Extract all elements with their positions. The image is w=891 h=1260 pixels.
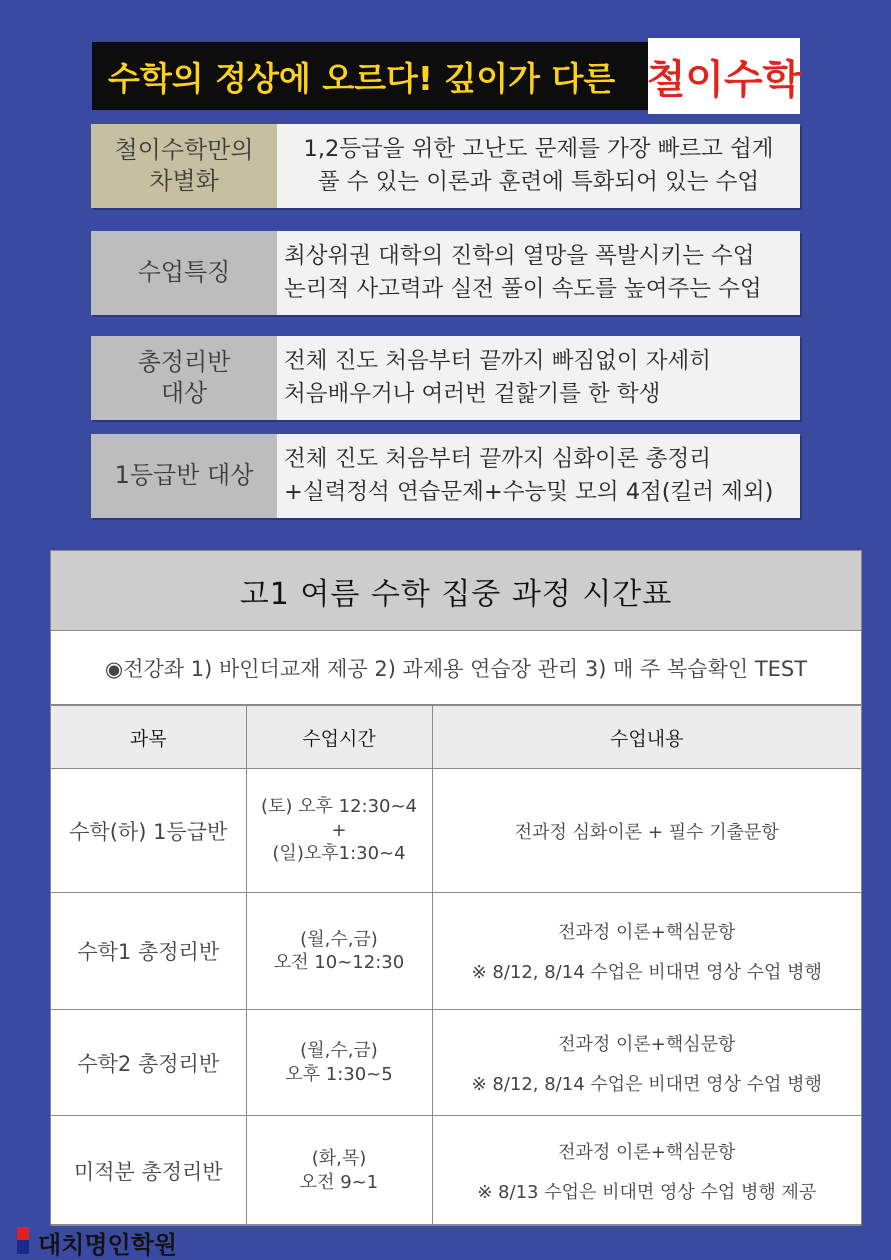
time-cell <box>246 893 432 1010</box>
time-cell <box>246 1010 432 1116</box>
info-row-features <box>91 231 800 315</box>
table-row <box>51 769 861 893</box>
info-line: 논리적 사고력과 실전 풀이 속도를 높여주는 수업 <box>284 276 762 302</box>
content-note: ※ 8/13 수업은 비대면 영상 수업 병행 제공 <box>477 1181 817 1203</box>
info-label: 수업특징 <box>91 231 277 315</box>
content-line: 전과정 이론+핵심문항 <box>558 922 736 943</box>
subject-cell: 수학1 총정리반 <box>51 893 246 1010</box>
content-cell <box>432 1010 861 1116</box>
timetable <box>50 550 862 1225</box>
academy-logo <box>14 1225 177 1259</box>
subject-cell: 수학2 총정리반 <box>51 1010 246 1116</box>
table-row <box>51 1010 861 1116</box>
slogan-banner <box>92 42 648 110</box>
content-note: ※ 8/12, 8/14 수업은 비대면 영상 수업 병행 <box>471 962 822 983</box>
brand-logo-text: 철이수학 <box>646 56 802 103</box>
slogan-text: 수학의 정상에 오르다! 깊이가 다른 <box>108 58 616 98</box>
info-line: 전체 진도 처음부터 끝까지 심화이론 총정리 <box>284 446 711 473</box>
time-line: (월,수,금) <box>300 928 378 950</box>
info-row-review-target <box>91 336 800 420</box>
content-line: 전과정 심화이론 + 필수 기출문항 <box>514 821 779 843</box>
info-line: 1,2등급을 위한 고난도 문제를 가장 빠르고 쉽게 <box>303 136 774 163</box>
timetable-note: ◉전강좌 1) 바인더교재 제공 2) 과제용 연습장 관리 3) 매 주 복습확인 TEST <box>51 631 861 705</box>
info-label: 총정리반 대상 <box>91 336 277 420</box>
info-label: 1등급반 대상 <box>91 434 277 518</box>
academy-flag-icon <box>14 1227 32 1257</box>
info-text <box>277 434 800 518</box>
brand-logo <box>648 38 800 114</box>
timetable-table <box>51 705 861 1226</box>
table-header-row <box>51 706 861 769</box>
info-label: 철이수학만의 차별화 <box>91 124 277 208</box>
info-text <box>277 231 800 315</box>
info-line: 최상위권 대학의 진학의 열망을 폭발시키는 수업 <box>284 243 755 270</box>
info-line: 풀 수 있는 이론과 훈련에 특화되어 있는 수업 <box>317 169 760 195</box>
header-content: 수업내용 <box>432 706 861 769</box>
subject-cell: 수학(하) 1등급반 <box>51 769 246 893</box>
content-cell <box>432 1116 861 1226</box>
time-line: + <box>331 819 347 841</box>
subject-cell: 미적분 총정리반 <box>51 1116 246 1226</box>
time-line: (월,수,금) <box>300 1040 378 1062</box>
academy-name: 대치명인학원 <box>38 1230 178 1259</box>
info-text <box>277 336 800 420</box>
timetable-title: 고1 여름 수학 집중 과정 시간표 <box>51 551 861 631</box>
time-line: (화,목) <box>311 1148 367 1170</box>
time-line: 오전 9~1 <box>299 1171 379 1193</box>
time-line: (토) 오후 12:30~4 <box>260 796 418 818</box>
content-note: ※ 8/12, 8/14 수업은 비대면 영상 수업 병행 <box>471 1073 822 1095</box>
content-cell <box>432 893 861 1010</box>
info-row-grade1-target <box>91 434 800 518</box>
header-time: 수업시간 <box>246 706 432 769</box>
header-subject: 과목 <box>51 706 246 769</box>
time-line: 오전 10~12:30 <box>273 952 405 973</box>
info-line: +실력정석 연습문제+수능및 모의 4점(킬러 제외) <box>284 479 774 505</box>
content-line: 전과정 이론+핵심문항 <box>558 1141 736 1163</box>
info-line: 전체 진도 처음부터 끝까지 빠짐없이 자세히 <box>284 348 711 375</box>
time-cell <box>246 1116 432 1226</box>
info-row-differentiation <box>91 124 800 208</box>
table-row <box>51 893 861 1010</box>
info-line: 처음배우거나 여러번 겉핥기를 한 학생 <box>284 381 661 407</box>
table-row <box>51 1116 861 1226</box>
content-line: 전과정 이론+핵심문항 <box>558 1033 736 1055</box>
time-cell <box>246 769 432 893</box>
time-line: 오후 1:30~5 <box>285 1063 393 1085</box>
info-text <box>277 124 800 208</box>
content-cell <box>432 769 861 893</box>
time-line: (일)오후1:30~4 <box>272 843 406 865</box>
